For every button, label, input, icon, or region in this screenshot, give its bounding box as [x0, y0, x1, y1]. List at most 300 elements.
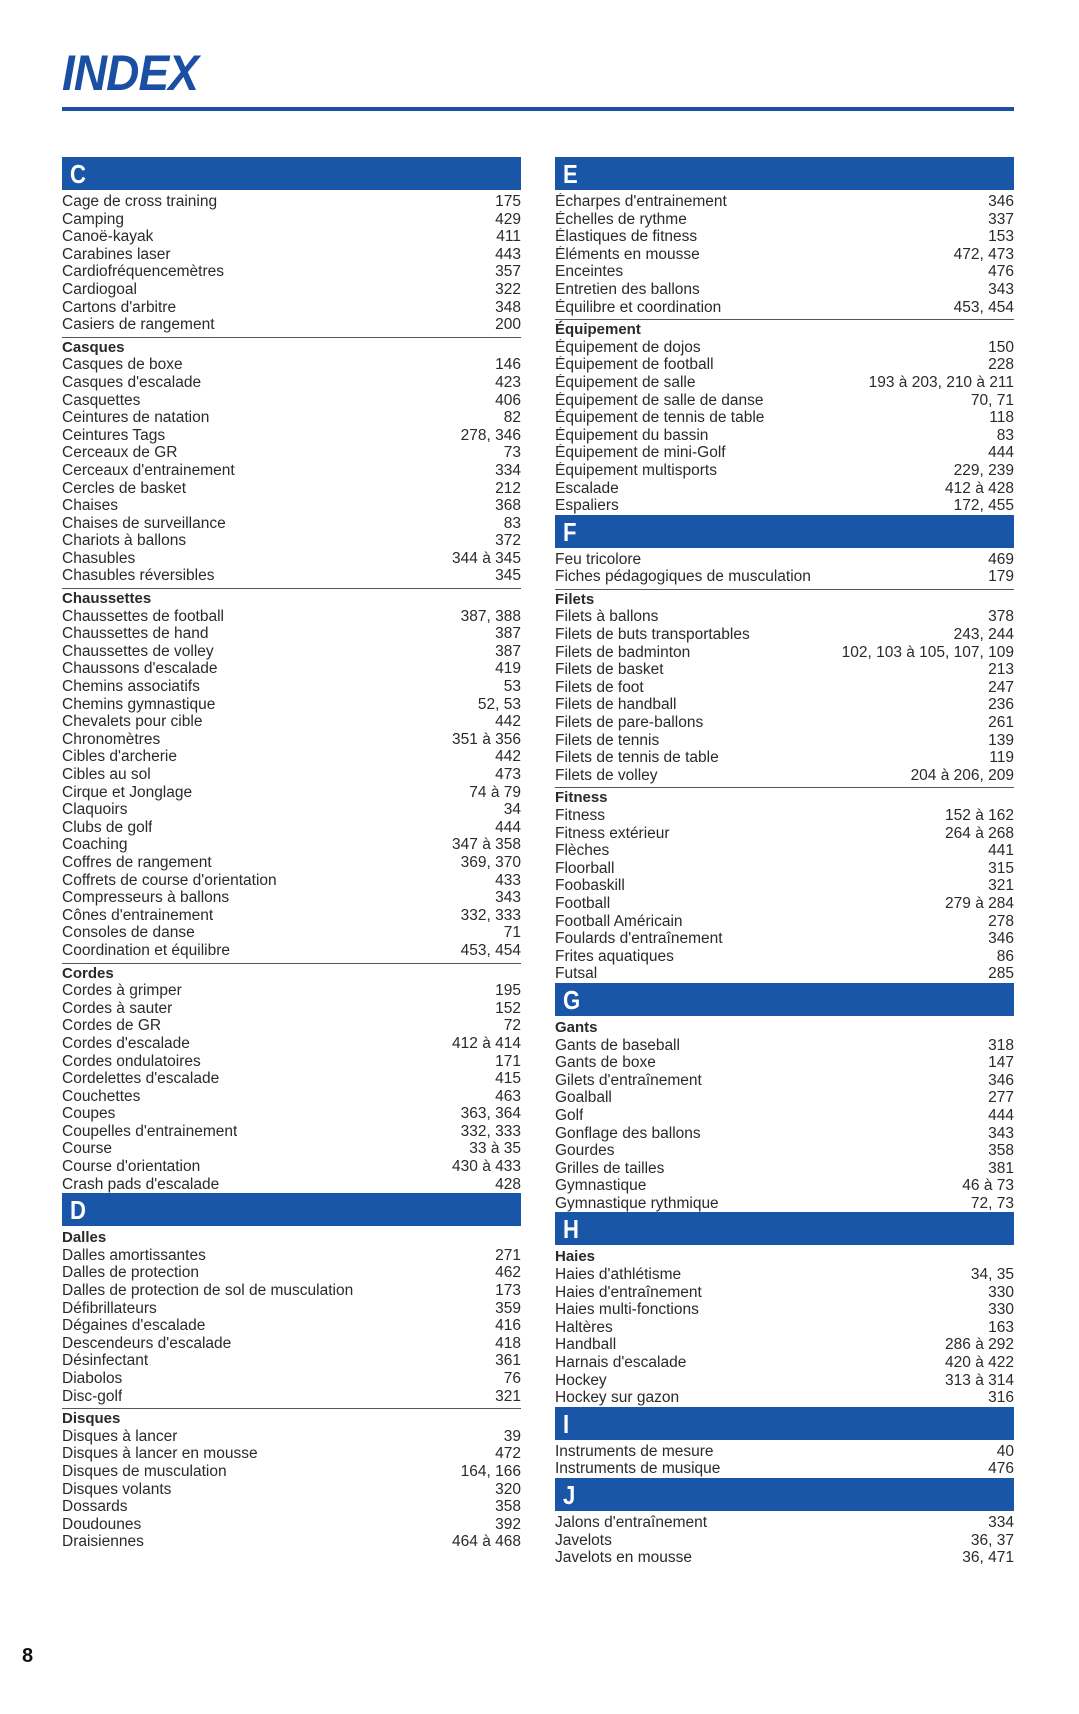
entry-label: Chaussons d'escalade [62, 660, 218, 678]
entry-label: Filets de pare-ballons [555, 714, 704, 732]
index-entry [555, 1054, 1014, 1072]
index-entry [62, 356, 521, 374]
index-section-i [555, 1407, 1014, 1478]
entry-label: Filets de foot [555, 678, 644, 696]
entry-pages: 442 [495, 748, 521, 766]
entry-pages: 443 [495, 245, 521, 263]
entry-pages: 322 [495, 280, 521, 298]
entry-pages: 442 [495, 713, 521, 731]
index-entry [62, 1140, 521, 1158]
index-entry [62, 713, 521, 731]
entry-pages: 420 à 422 [945, 1354, 1014, 1372]
entry-pages: 392 [495, 1515, 521, 1533]
entry-pages: 462 [495, 1264, 521, 1282]
index-entry [555, 228, 1014, 246]
entry-pages: 418 [495, 1334, 521, 1352]
entry-label: Chariots à ballons [62, 532, 187, 550]
section-letter-header [555, 1407, 1014, 1440]
entry-label: Chasubles réversibles [62, 567, 215, 585]
entry-pages: 419 [495, 660, 521, 678]
entry-label: Frites aquatiques [555, 947, 674, 965]
entry-pages: 286 à 292 [945, 1336, 1014, 1354]
index-entry [62, 515, 521, 533]
entry-label: Cartons d'arbitre [62, 298, 177, 316]
section-letter: C [70, 159, 86, 189]
entry-label: Équipement du bassin [555, 426, 709, 444]
entry-label: Espaliers [555, 497, 619, 515]
entry-label: Cirque et Jonglage [62, 783, 193, 801]
entry-label: Dalles de protection de sol de musculation [62, 1282, 354, 1300]
entry-pages: 463 [495, 1087, 521, 1105]
entry-label: Consoles de danse [62, 924, 195, 942]
entry-label: Draisiennes [62, 1533, 144, 1551]
entry-pages: 102, 103 à 105, 107, 109 [841, 643, 1014, 661]
section-letter: G [563, 984, 581, 1015]
index-entry [555, 480, 1014, 498]
entry-pages: 334 [495, 461, 521, 479]
index-entry [555, 1089, 1014, 1107]
entry-label: Goalball [555, 1089, 612, 1107]
index-entry [62, 316, 521, 334]
entry-label: Fitness [555, 807, 605, 824]
group-heading: Casques [62, 338, 125, 356]
entry-pages: 82 [503, 409, 521, 427]
entry-pages: 86 [996, 947, 1014, 965]
entry-pages: 387 [495, 642, 521, 660]
index-entry [62, 836, 521, 854]
entry-pages: 247 [988, 678, 1014, 696]
entry-pages: 359 [495, 1299, 521, 1317]
index-entry [62, 696, 521, 714]
entry-label: Course d'orientation [62, 1158, 201, 1176]
index-entry [555, 1532, 1014, 1550]
entry-label: Écharpes d'entrainement [555, 193, 727, 210]
entry-pages: 193 à 203, 210 à 211 [868, 373, 1014, 391]
entry-label: Chaussettes de hand [62, 625, 209, 643]
entry-pages: 173 [495, 1282, 521, 1300]
index-entry [555, 281, 1014, 299]
index-entry [62, 625, 521, 643]
index-entry [62, 1463, 521, 1481]
entry-pages: 330 [988, 1283, 1014, 1301]
index-column-right [555, 157, 1014, 1567]
entry-label: Canoë-kayak [62, 228, 154, 246]
index-entry [555, 714, 1014, 732]
entry-label: Handball [555, 1336, 617, 1354]
index-entry [555, 1336, 1014, 1354]
entry-pages: 229, 239 [953, 461, 1014, 479]
index-entry [555, 1177, 1014, 1195]
index-entry [555, 409, 1014, 427]
entry-pages: 119 [989, 749, 1014, 767]
entry-pages: 83 [996, 426, 1014, 444]
index-entry [62, 1105, 521, 1123]
entry-pages: 34 [503, 801, 521, 819]
entry-label: Compresseurs à ballons [62, 889, 230, 907]
entry-label: Cerceaux de GR [62, 444, 178, 462]
entry-pages: 175 [495, 193, 521, 210]
index-entry [555, 895, 1014, 913]
entry-label: Équilibre et coordination [555, 298, 722, 316]
entry-pages: 406 [495, 391, 521, 409]
entry-label: Casiers de rangement [62, 316, 215, 334]
index-entry [62, 532, 521, 550]
index-entry [62, 462, 521, 480]
entry-label: Grilles de tailles [555, 1159, 665, 1177]
entry-label: Cordes à sauter [62, 999, 173, 1017]
entry-label: Diabolos [62, 1370, 123, 1387]
entry-pages: 411 [496, 228, 521, 246]
entry-pages: 195 [495, 982, 521, 1000]
index-group [555, 1019, 1014, 1213]
entry-label: Filets de tennis de table [555, 749, 719, 767]
index-entry [62, 1300, 521, 1318]
entry-pages: 213 [988, 661, 1014, 679]
index-entry [555, 1514, 1014, 1532]
index-entry [555, 1072, 1014, 1090]
entry-pages: 387, 388 [460, 607, 521, 625]
entry-label: Cordes à grimper [62, 982, 182, 1000]
entry-label: Filets de basket [555, 661, 664, 679]
index-entry [62, 1352, 521, 1370]
entry-pages: 330 [988, 1301, 1014, 1319]
entry-pages: 412 à 428 [945, 479, 1014, 497]
index-group [555, 1248, 1014, 1406]
entry-label: Gants de boxe [555, 1054, 656, 1072]
index-section-d [62, 1193, 521, 1551]
entry-pages: 381 [988, 1159, 1014, 1177]
index-entry [62, 409, 521, 427]
index-entry [62, 444, 521, 462]
index-entry [555, 551, 1014, 569]
entry-label: Instruments de musique [555, 1460, 721, 1478]
entry-pages: 36, 471 [962, 1549, 1014, 1567]
index-entry [555, 211, 1014, 229]
title-rule [62, 107, 1014, 111]
entry-pages: 34, 35 [970, 1266, 1014, 1284]
entry-pages: 53 [503, 678, 521, 696]
entry-label: Cordes ondulatoires [62, 1052, 201, 1070]
entry-pages: 318 [988, 1036, 1014, 1054]
index-entry [62, 392, 521, 410]
index-group [62, 588, 521, 959]
entry-label: Futsal [555, 965, 598, 983]
entry-label: Javelots en mousse [555, 1549, 692, 1567]
index-group [62, 193, 521, 334]
index-entry [555, 877, 1014, 895]
entry-pages: 464 à 468 [452, 1533, 521, 1551]
page-number: 8 [22, 1645, 34, 1667]
entry-pages: 72, 73 [970, 1194, 1014, 1212]
index-entry [555, 299, 1014, 317]
index-entry [62, 1445, 521, 1463]
index-entry [62, 784, 521, 802]
index-entry [555, 246, 1014, 264]
entry-label: Cibles au sol [62, 766, 151, 783]
index-entry [555, 392, 1014, 410]
index-entry [555, 679, 1014, 697]
index-group [555, 787, 1014, 983]
entry-label: Fitness extérieur [555, 824, 670, 842]
entry-label: Haies d'athlétisme [555, 1266, 682, 1284]
entry-label: Éléments en mousse [555, 245, 700, 263]
entry-label: Disques à lancer [62, 1427, 178, 1445]
index-entry [555, 427, 1014, 445]
entry-label: Chaises de surveillance [62, 514, 226, 532]
entry-label: Cordes d'escalade [62, 1034, 190, 1052]
entry-pages: 343 [988, 1124, 1014, 1142]
index-entry [62, 211, 521, 229]
entry-pages: 444 [988, 1106, 1014, 1124]
entry-label: Équipement de tennis de table [555, 409, 765, 427]
index-entry [555, 374, 1014, 392]
entry-label: Équipement de salle [555, 373, 696, 391]
index-entry [62, 801, 521, 819]
entry-label: Hockey [555, 1371, 607, 1389]
entry-label: Foulards d'entraînement [555, 930, 723, 948]
entry-label: Casquettes [62, 391, 141, 409]
entry-pages: 71 [503, 924, 521, 942]
entry-label: Cordelettes d'escalade [62, 1070, 220, 1088]
section-letter-header [555, 983, 1014, 1016]
entry-label: Chasubles [62, 549, 136, 567]
entry-pages: 345 [495, 567, 521, 585]
entry-pages: 315 [988, 859, 1014, 877]
entry-pages: 118 [989, 409, 1014, 427]
entry-pages: 476 [988, 263, 1014, 281]
entry-label: Claquoirs [62, 801, 128, 819]
entry-pages: 320 [495, 1480, 521, 1498]
section-letter: E [563, 159, 578, 189]
entry-pages: 430 à 433 [452, 1158, 521, 1176]
entry-label: Escalade [555, 479, 619, 497]
entry-pages: 346 [988, 193, 1014, 210]
section-letter-header [62, 1193, 521, 1226]
index-entry [62, 1498, 521, 1516]
entry-label: Disc-golf [62, 1387, 123, 1405]
index-group [555, 589, 1014, 785]
section-letter-header [555, 1478, 1014, 1511]
entry-pages: 348 [495, 298, 521, 316]
entry-label: Élastiques de fitness [555, 228, 698, 246]
index-group [555, 319, 1014, 515]
group-heading: Équipement [555, 321, 641, 339]
entry-label: Haies d'entraînement [555, 1283, 702, 1301]
index-section-e [555, 157, 1014, 515]
index-entry [555, 842, 1014, 860]
index-entry [555, 825, 1014, 843]
entry-label: Descendeurs d'escalade [62, 1334, 232, 1352]
group-heading: Haies [555, 1248, 596, 1266]
entry-label: Chaussettes de football [62, 607, 224, 625]
index-entry [555, 568, 1014, 586]
index-group [62, 1229, 521, 1405]
index-entry [555, 807, 1014, 825]
index-entry [555, 1160, 1014, 1178]
index-entry [555, 1443, 1014, 1461]
entry-label: Clubs de golf [62, 818, 153, 836]
entry-label: Gonflage des ballons [555, 1124, 701, 1142]
entry-label: Chemins associatifs [62, 678, 200, 696]
index-entry [555, 1389, 1014, 1407]
entry-label: Coaching [62, 836, 128, 854]
index-entry [555, 1460, 1014, 1478]
entry-pages: 346 [988, 930, 1014, 948]
index-entry [555, 339, 1014, 357]
index-entry [555, 930, 1014, 948]
entry-pages: 73 [503, 444, 521, 462]
entry-pages: 33 à 35 [469, 1140, 521, 1158]
index-entry [62, 1088, 521, 1106]
index-entry [62, 854, 521, 872]
entry-label: Hockey sur gazon [555, 1389, 680, 1407]
index-entry [62, 497, 521, 515]
index-entry [555, 767, 1014, 785]
group-heading: Fitness [555, 789, 608, 807]
index-entry [555, 1125, 1014, 1143]
index-entry [62, 1317, 521, 1335]
index-entry [62, 263, 521, 281]
entry-label: Filets de handball [555, 696, 677, 714]
index-entry [555, 1319, 1014, 1337]
entry-pages: 74 à 79 [469, 783, 521, 801]
entry-pages: 39 [503, 1427, 521, 1445]
entry-pages: 334 [988, 1514, 1014, 1531]
entry-pages: 153 [988, 228, 1014, 246]
index-entry [62, 1282, 521, 1300]
index-entry [62, 1017, 521, 1035]
index-entry [62, 567, 521, 585]
entry-label: Gants de baseball [555, 1036, 680, 1054]
entry-pages: 369, 370 [460, 853, 521, 871]
entry-pages: 172, 455 [953, 497, 1014, 515]
index-entry [62, 1335, 521, 1353]
index-entry [62, 246, 521, 264]
entry-label: Cibles d'archerie [62, 748, 177, 766]
entry-pages: 52, 53 [477, 695, 521, 713]
entry-label: Ceintures Tags [62, 426, 166, 444]
entry-label: Cerceaux d'entrainement [62, 461, 235, 479]
entry-pages: 321 [495, 1387, 521, 1405]
entry-pages: 146 [495, 356, 521, 374]
entry-pages: 179 [988, 568, 1014, 586]
entry-pages: 344 à 345 [452, 549, 521, 567]
entry-label: Coupelles d'entrainement [62, 1122, 238, 1140]
entry-label: Équipement de mini-Golf [555, 444, 726, 462]
index-section-c [62, 157, 521, 1193]
index-entry [555, 860, 1014, 878]
entry-pages: 313 à 314 [945, 1371, 1014, 1389]
entry-label: Haltères [555, 1318, 613, 1336]
entry-label: Cônes d'entrainement [62, 906, 214, 924]
entry-label: Filets de buts transportables [555, 626, 750, 644]
entry-pages: 171 [495, 1052, 521, 1070]
entry-pages: 444 [495, 818, 521, 836]
entry-pages: 416 [495, 1317, 521, 1335]
entry-pages: 72 [503, 1017, 521, 1035]
entry-label: Coupes [62, 1105, 116, 1123]
index-entry [62, 982, 521, 1000]
entry-label: Filets de badminton [555, 643, 691, 661]
index-entry [62, 1035, 521, 1053]
entry-label: Désinfectant [62, 1352, 149, 1370]
entry-pages: 152 à 162 [945, 807, 1014, 824]
entry-label: Cercles de basket [62, 479, 187, 497]
entry-pages: 228 [988, 356, 1014, 374]
index-entry [62, 299, 521, 317]
section-letter-header [555, 1212, 1014, 1245]
index-entry [62, 1070, 521, 1088]
entry-label: Coffrets de course d'orientation [62, 871, 277, 889]
index-entry [555, 1372, 1014, 1390]
index-entry [555, 661, 1014, 679]
entry-label: Coffres de rangement [62, 853, 212, 871]
entry-label: Chevalets pour cible [62, 713, 203, 731]
group-heading: Dalles [62, 1229, 107, 1247]
section-letter-header [555, 157, 1014, 190]
entry-pages: 469 [988, 550, 1014, 568]
entry-label: Instruments de mesure [555, 1442, 714, 1460]
entry-pages: 358 [495, 1498, 521, 1516]
entry-pages: 139 [988, 731, 1014, 749]
entry-pages: 243, 244 [953, 626, 1014, 644]
entry-label: Échelles de rythme [555, 210, 687, 228]
section-letter: H [563, 1214, 579, 1245]
index-entry [62, 660, 521, 678]
index-section-g [555, 983, 1014, 1213]
entry-pages: 337 [988, 210, 1014, 228]
index-entry [555, 732, 1014, 750]
entry-pages: 415 [495, 1070, 521, 1088]
index-entry [555, 965, 1014, 983]
entry-label: Dossards [62, 1498, 128, 1516]
index-entry [62, 608, 521, 626]
index-entry [62, 550, 521, 568]
entry-label: Carabines laser [62, 245, 171, 263]
index-entry [555, 1142, 1014, 1160]
index-entry [62, 942, 521, 960]
index-entry [62, 766, 521, 784]
index-entry [555, 608, 1014, 626]
entry-pages: 378 [988, 608, 1014, 626]
entry-pages: 164, 166 [460, 1462, 521, 1480]
index-entry [555, 1549, 1014, 1567]
entry-label: Équipement de dojos [555, 338, 701, 356]
index-section-h [555, 1212, 1014, 1406]
entry-pages: 453, 454 [460, 941, 521, 959]
index-entry [62, 1428, 521, 1446]
entry-pages: 261 [988, 714, 1014, 732]
index-group [62, 963, 521, 1194]
index-entry [555, 1266, 1014, 1284]
entry-label: Football Américain [555, 912, 683, 930]
index-entry [555, 462, 1014, 480]
entry-pages: 204 à 206, 209 [910, 766, 1014, 784]
entry-label: Gourdes [555, 1142, 615, 1160]
entry-pages: 423 [495, 373, 521, 391]
entry-label: Équipement de football [555, 356, 714, 374]
entry-pages: 70, 71 [970, 391, 1014, 409]
section-letter: F [563, 516, 577, 547]
index-entry [555, 626, 1014, 644]
entry-label: Cage de cross training [62, 193, 218, 210]
index-entry [62, 872, 521, 890]
entry-pages: 472 [495, 1445, 521, 1463]
entry-label: Disques à lancer en mousse [62, 1445, 258, 1463]
entry-pages: 361 [495, 1352, 521, 1370]
entry-pages: 279 à 284 [945, 894, 1014, 912]
index-entry [62, 1053, 521, 1071]
